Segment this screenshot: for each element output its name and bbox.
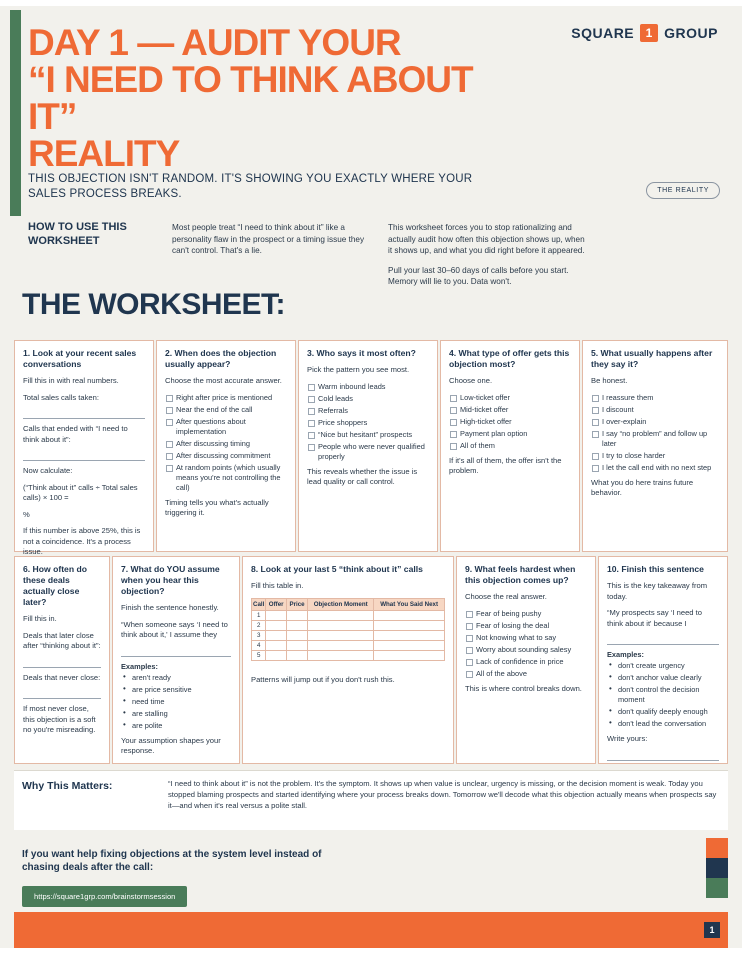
box-6-label-never: Deals that never close:: [23, 672, 101, 682]
box-7-example: • are polite: [121, 721, 231, 731]
box-1-unit: %: [23, 509, 30, 519]
box-3-option[interactable]: Warm inbound leads: [307, 382, 429, 392]
box-2-title: 2. When does the objection usually appear?: [165, 348, 277, 369]
subheadline: THIS OBJECTION ISN'T RANDOM. IT'S SHOWING YOU EXACTLY WHERE YOUR SALES PROCESS BREAKS.: [28, 173, 473, 200]
box-7-example: • need time: [121, 697, 231, 707]
box-5-option[interactable]: I try to close harder: [591, 451, 719, 461]
worksheet-box-1: [14, 340, 154, 556]
brand-square-icon: 1: [640, 24, 658, 42]
box-3-title: 3. Who says it most often?: [307, 348, 416, 358]
cell-call: 3: [252, 630, 266, 640]
page-number-badge: 1: [704, 922, 720, 938]
box-10-example: • don't lead the conversation: [607, 719, 719, 729]
footer-bar: [14, 912, 728, 948]
worksheet-box-5: [582, 340, 728, 552]
box-1-label-total: Total sales calls taken:: [23, 392, 99, 402]
cell-objection-moment[interactable]: [308, 640, 374, 650]
box-4-option[interactable]: All of them: [449, 441, 571, 451]
cell-objection-moment[interactable]: [308, 620, 374, 630]
cta-link-button[interactable]: https://square1grp.com/brainstormsession: [22, 886, 187, 907]
box-5-intro: Be honest.: [591, 376, 628, 385]
cell-price[interactable]: [287, 610, 308, 620]
box-8-intro: Fill this table in.: [251, 581, 304, 590]
box-9-option[interactable]: Fear of being pushy: [465, 609, 587, 619]
box-6-note: If most never close, this objection is a soft no you're misreading.: [23, 704, 96, 734]
worksheet-heading: THE WORKSHEET:: [22, 288, 285, 321]
box-5-option[interactable]: I let the call end with no next step: [591, 463, 719, 473]
how-to-use-label: HOW TO USE THIS WORKSHEET: [28, 221, 127, 247]
box-10-examples: [607, 661, 719, 729]
box-10-example: • don't qualify deeply enough: [607, 707, 719, 717]
box-4-title: 4. What type of offer gets this objection most?: [449, 348, 570, 369]
cell-price[interactable]: [287, 620, 308, 630]
box-2-option[interactable]: Right after price is mentioned: [165, 393, 287, 403]
box-3-option[interactable]: People who were never qualified properly: [307, 442, 429, 462]
brand-logo: [571, 24, 718, 42]
box-4-option[interactable]: High-ticket offer: [449, 417, 571, 427]
cell-offer[interactable]: [266, 630, 287, 640]
box-7-intro: Finish the sentence honestly.: [121, 603, 219, 612]
worksheet-box-3: [298, 340, 438, 552]
page-title: [28, 24, 498, 172]
how-to-column-2: [388, 222, 588, 296]
cell-objection-moment[interactable]: [308, 630, 374, 640]
box-2-intro: Choose the most accurate answer.: [165, 376, 282, 385]
reality-badge: THE REALITY: [646, 182, 720, 199]
box-4-note: If it's all of them, the offer isn't the problem.: [449, 455, 562, 475]
cell-objection-moment[interactable]: [308, 610, 374, 620]
box-10-title: 10. Finish this sentence: [607, 564, 704, 574]
box-2-options: [165, 393, 287, 493]
cell-said-next[interactable]: [374, 650, 445, 660]
box-1-calc-label: Now calculate:: [23, 466, 73, 475]
box-1-label-ended: Calls that ended with “I need to think about it”:: [23, 424, 128, 444]
cell-offer[interactable]: [266, 610, 287, 620]
box-3-option[interactable]: “Nice but hesitant” prospects: [307, 430, 429, 440]
table-header-row: [252, 598, 445, 610]
page-top-margin: [0, 0, 742, 6]
box-9-option[interactable]: Lack of confidence in price: [465, 657, 587, 667]
box-3-option[interactable]: Cold leads: [307, 394, 429, 404]
brand-word-1: SQUARE: [571, 25, 635, 41]
box-9-intro: Choose the real answer.: [465, 592, 547, 601]
box-9-option[interactable]: Fear of losing the deal: [465, 621, 587, 631]
title-line-3: REALITY: [28, 133, 180, 174]
color-swatch-green: [706, 878, 728, 898]
box-7-example: • are stalling: [121, 709, 231, 719]
how-to-paragraph-2: Pull your last 30–60 days of calls before you start. Memory will lie to you. Data won't.: [388, 265, 569, 286]
cell-price[interactable]: [287, 650, 308, 660]
box-1-formula: (“Think about it” calls ÷ Total sales calls) × 100 =: [23, 482, 138, 502]
cell-objection-moment[interactable]: [308, 650, 374, 660]
box-10-example: • don't control the decision moment: [607, 685, 719, 705]
box-9-option[interactable]: Not knowing what to say: [465, 633, 587, 643]
box-1-intro: Fill this in with real numbers.: [23, 376, 119, 385]
box-2-option[interactable]: At random points (which usually means you're not controlling the call): [165, 463, 287, 493]
box-9-note: This is where control breaks down.: [465, 683, 582, 693]
cell-call: 2: [252, 620, 266, 630]
box-4-intro: Choose one.: [449, 376, 493, 385]
box-10-example: • don't create urgency: [607, 661, 719, 671]
box-5-title: 5. What usually happens after they say it?: [591, 348, 713, 369]
worksheet-box-7: [112, 556, 240, 764]
column-header-objection-moment: Objection Moment: [308, 598, 374, 610]
box-7-example: • aren't ready: [121, 673, 231, 683]
box-3-intro: Pick the pattern you see most.: [307, 365, 410, 374]
box-3-option[interactable]: Referrals: [307, 406, 429, 416]
box-2-option[interactable]: After questions about implementation: [165, 417, 287, 437]
column-header-price: Price: [287, 598, 308, 610]
box-9-option[interactable]: All of the above: [465, 669, 587, 679]
cell-offer[interactable]: [266, 650, 287, 660]
cell-offer[interactable]: [266, 620, 287, 630]
box-10-input-sentence[interactable]: [607, 635, 719, 645]
box-1-input-ended[interactable]: [23, 451, 145, 461]
brand-word-2: GROUP: [664, 25, 718, 41]
cell-call: 4: [252, 640, 266, 650]
cell-price[interactable]: [287, 640, 308, 650]
box-5-options: [591, 393, 719, 473]
box-10-quote: “My prospects say ‘I need to think about it' because I: [607, 608, 702, 628]
box-7-example: • are price sensitive: [121, 685, 231, 695]
call-audit-table[interactable]: [251, 598, 445, 661]
title-line-1: DAY 1 — AUDIT YOUR: [28, 22, 401, 63]
box-2-note: Timing tells you what's actually triggering it.: [165, 497, 269, 517]
table-row[interactable]: [252, 610, 445, 620]
why-this-matters-label: Why This Matters:: [22, 780, 113, 792]
worksheet-box-9: [456, 556, 596, 764]
table-row[interactable]: [252, 640, 445, 650]
box-10-example: • don't anchor value clearly: [607, 673, 719, 683]
cell-offer[interactable]: [266, 640, 287, 650]
box-6-label-later: Deals that later close after “thinking about it”:: [23, 630, 101, 650]
box-10-intro: This is the key takeaway from today.: [607, 581, 708, 601]
box-6-input-never[interactable]: [23, 689, 101, 699]
box-6-intro: Fill this in.: [23, 614, 57, 623]
box-5-option[interactable]: I over-explain: [591, 417, 719, 427]
how-to-column-1: Most people treat “I need to think about it” like a personality flaw in the prospect or a timing issue they can't control. That's a lie.: [172, 223, 365, 255]
box-5-option[interactable]: I say “no problem” and follow up later: [591, 429, 719, 449]
box-4-option[interactable]: Mid-ticket offer: [449, 405, 571, 415]
box-7-note: Your assumption shapes your response.: [121, 735, 221, 755]
why-this-matters-body: “I need to think about it” is not the problem. It's the symptom. It shows up when value is unclear, urgency is missing, or the decision moment is weak. Today you stopped blaming prospects and started identifying where your process breaks down. Tomorrow we'll decode what this objection actually means when prospects say it—and when it's real versus a polite stall.: [168, 779, 717, 810]
box-5-option[interactable]: I reassure them: [591, 393, 719, 403]
column-header-what-you-said-next: What You Said Next: [374, 598, 445, 610]
worksheet-box-4: [440, 340, 580, 552]
box-3-note: This reveals whether the issue is lead quality or call control.: [307, 466, 418, 486]
worksheet-box-8: [242, 556, 454, 764]
color-swatch-orange: [706, 838, 728, 858]
table-row[interactable]: [252, 650, 445, 660]
box-7-quote: “When someone says ‘I need to think about it,' I assume they: [121, 619, 228, 639]
box-4-option[interactable]: Payment plan option: [449, 429, 571, 439]
worksheet-box-6: [14, 556, 110, 764]
table-row[interactable]: [252, 620, 445, 630]
box-9-title: 9. What feels hardest when this objection comes up?: [465, 564, 576, 585]
column-header-offer: Offer: [266, 598, 287, 610]
column-header-call: Call: [252, 598, 266, 610]
cell-said-next[interactable]: [374, 640, 445, 650]
table-row[interactable]: [252, 630, 445, 640]
cell-said-next[interactable]: [374, 610, 445, 620]
box-2-option[interactable]: After discussing commitment: [165, 451, 287, 461]
box-6-input-later[interactable]: [23, 658, 101, 668]
cell-said-next[interactable]: [374, 630, 445, 640]
box-1-note: If this number is above 25%, this is not a coincidence. It's a process issue.: [23, 526, 141, 556]
worksheet-box-10: [598, 556, 728, 764]
page-bottom-margin: [0, 948, 742, 961]
cell-call: 1: [252, 610, 266, 620]
box-3-option[interactable]: Price shoppers: [307, 418, 429, 428]
box-1-title: 1. Look at your recent sales conversations: [23, 348, 137, 369]
box-2-option[interactable]: Near the end of the call: [165, 405, 287, 415]
box-2-option[interactable]: After discussing timing: [165, 439, 287, 449]
box-9-option[interactable]: Worry about sounding salesy: [465, 645, 587, 655]
box-3-options: [307, 382, 429, 462]
worksheet-box-2: [156, 340, 296, 552]
box-7-examples: [121, 673, 231, 731]
cell-said-next[interactable]: [374, 620, 445, 630]
cell-price[interactable]: [287, 630, 308, 640]
box-7-title: 7. What do YOU assume when you hear this objection?: [121, 564, 220, 596]
box-10-input-write-yours[interactable]: [607, 751, 719, 761]
box-1-input-total[interactable]: [23, 409, 145, 419]
color-swatch-navy: [706, 858, 728, 878]
box-8-note: Patterns will jump out if you don't rush this.: [251, 674, 395, 684]
box-7-examples-label: Examples:: [121, 661, 158, 671]
box-4-options: [449, 393, 571, 451]
box-5-option[interactable]: I discount: [591, 405, 719, 415]
box-6-title: 6. How often do these deals actually close later?: [23, 564, 87, 607]
box-7-input-assumption[interactable]: [121, 647, 231, 657]
cta-title: If you want help fixing objections at the system level instead of chasing deals after the call:: [22, 849, 322, 873]
title-line-2: “I NEED TO THINK ABOUT IT”: [28, 59, 473, 137]
box-4-option[interactable]: Low-ticket offer: [449, 393, 571, 403]
box-9-options: [465, 609, 587, 679]
how-to-paragraph-1: This worksheet forces you to stop rationalizing and actually audit how often this objection shows up, when it shows up, and what you did right before it appeared.: [388, 223, 585, 255]
cell-call: 5: [252, 650, 266, 660]
left-accent-bar: [10, 10, 21, 216]
box-5-note: What you do here trains future behavior.: [591, 477, 694, 497]
box-10-examples-label: Examples:: [607, 650, 644, 659]
box-10-write-yours: Write yours:: [607, 734, 648, 743]
box-8-title: 8. Look at your last 5 “think about it” calls: [251, 564, 423, 574]
